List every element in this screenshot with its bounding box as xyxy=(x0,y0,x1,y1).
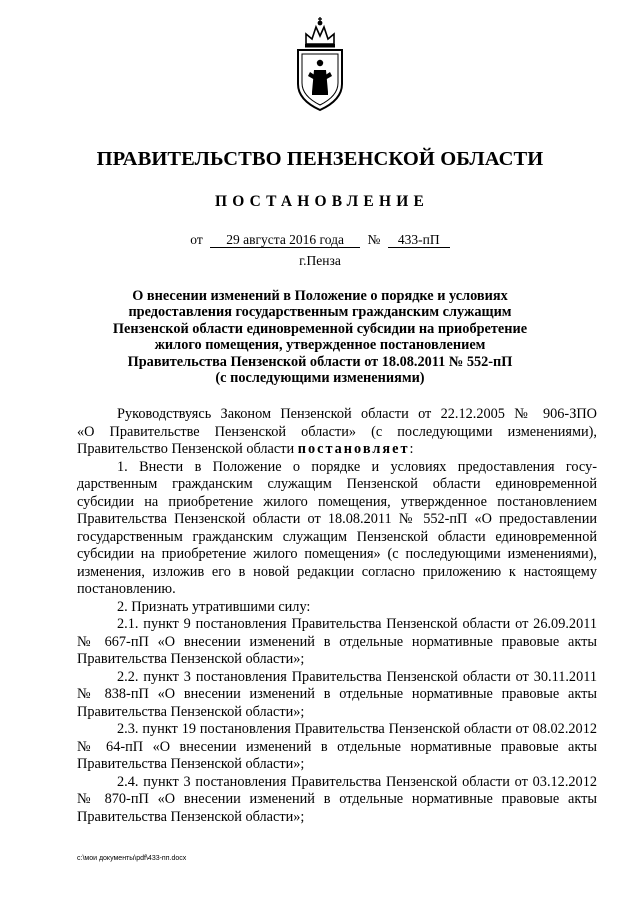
date-prefix: от xyxy=(190,232,203,247)
document-date: 29 августа 2016 года xyxy=(210,233,360,248)
item2-2-line: 2.2. пункт 3 постановления Правительства Пензенской области от 30.11.2011 xyxy=(117,668,597,685)
item2-2-line: Правительства Пензенской области»; xyxy=(77,703,305,720)
subject-line: (с последующими изменениями) xyxy=(215,370,425,387)
item2-1-line: № 667-пП «О внесении изменений в отдельные нормативные правовые акты xyxy=(77,633,597,650)
date-number-line xyxy=(0,232,640,248)
item1-line: Правительства Пензенской области от 18.08.2011 № 552-пП «О предоставлении xyxy=(77,511,597,527)
item2-3-line: 2.3. пункт 19 постановления Правительства Пензенской области от 08.02.2012 xyxy=(117,721,597,737)
item2-3-line: Правительства Пензенской области»; xyxy=(77,756,305,772)
penza-coat-of-arms-icon xyxy=(290,14,350,114)
subject-line: жилого помещения, утвержденное постановлением xyxy=(154,337,486,354)
subject-line: предоставления государственным гражданским служащим xyxy=(128,304,512,321)
intro-colon: : xyxy=(409,441,414,457)
intro-line: «О Правительстве Пензенской области» (с последующими изменениями), xyxy=(77,423,597,440)
item1-line: государственным гражданским служащим Пензенской области единовременной xyxy=(77,528,597,545)
item1-line: дарственным гражданским служащим Пензенской области единовременной xyxy=(77,476,597,492)
city: г.Пенза xyxy=(299,253,341,268)
government-title: ПРАВИТЕЛЬСТВО ПЕНЗЕНСКОЙ ОБЛАСТИ xyxy=(96,148,544,170)
item2-4-line: 2.4. пункт 3 постановления Правительства Пензенской области от 03.12.2012 xyxy=(117,773,597,790)
item2-heading: 2. Признать утратившими силу: xyxy=(117,598,311,615)
intro-line: Руководствуясь Законом Пензенской области от 22.12.2005 № 906-ЗПО xyxy=(117,406,597,422)
document-body xyxy=(77,406,597,826)
document-number: 433-пП xyxy=(388,233,450,248)
number-sign: № xyxy=(367,232,381,247)
subject-line: Правительства Пензенской области от 18.08.2011 № 552-пП xyxy=(127,353,513,370)
item2-4-line: № 870-пП «О внесении изменений в отдельные нормативные правовые акты xyxy=(77,791,597,807)
file-path-footer: c:\мои документы\pdf\433-пп.docx xyxy=(77,855,187,862)
document-subject xyxy=(80,288,560,386)
subject-line: Пензенской области единовременной субсидии на приобретение xyxy=(112,320,528,337)
resolves-word: постановляет xyxy=(297,441,410,457)
item1-line: субсидии на приобретение жилого помещения, утвержденное постановлением xyxy=(77,493,597,510)
intro-text: Правительство Пензенской области xyxy=(77,441,298,457)
item2-1-line: 2.1. пункт 9 постановления Правительства Пензенской области от 26.09.2011 xyxy=(117,616,597,632)
item1-line: изменения, изложив его в новой редакции согласно приложению к настоящему xyxy=(77,563,597,580)
item2-2-line: № 838-пП «О внесении изменений в отдельные нормативные правовые акты xyxy=(77,686,597,702)
subject-line: О внесении изменений в Положение о порядке и условиях xyxy=(132,288,508,304)
item2-1-line: Правительства Пензенской области»; xyxy=(77,651,305,667)
intro-line xyxy=(77,441,597,459)
item1-line: 1. Внести в Положение о порядке и условиях предоставления госу- xyxy=(117,458,597,475)
item1-line: постановлению. xyxy=(77,581,176,597)
document-type: ПОСТАНОВЛЕНИЕ xyxy=(214,193,430,210)
item1-line: субсидии на приобретение жилого помещения» (с последующими изменениями), xyxy=(77,546,597,562)
item2-3-line: № 64-пП «О внесении изменений в отдельные нормативные правовые акты xyxy=(77,738,597,755)
item2-4-line: Правительства Пензенской области»; xyxy=(77,808,305,825)
